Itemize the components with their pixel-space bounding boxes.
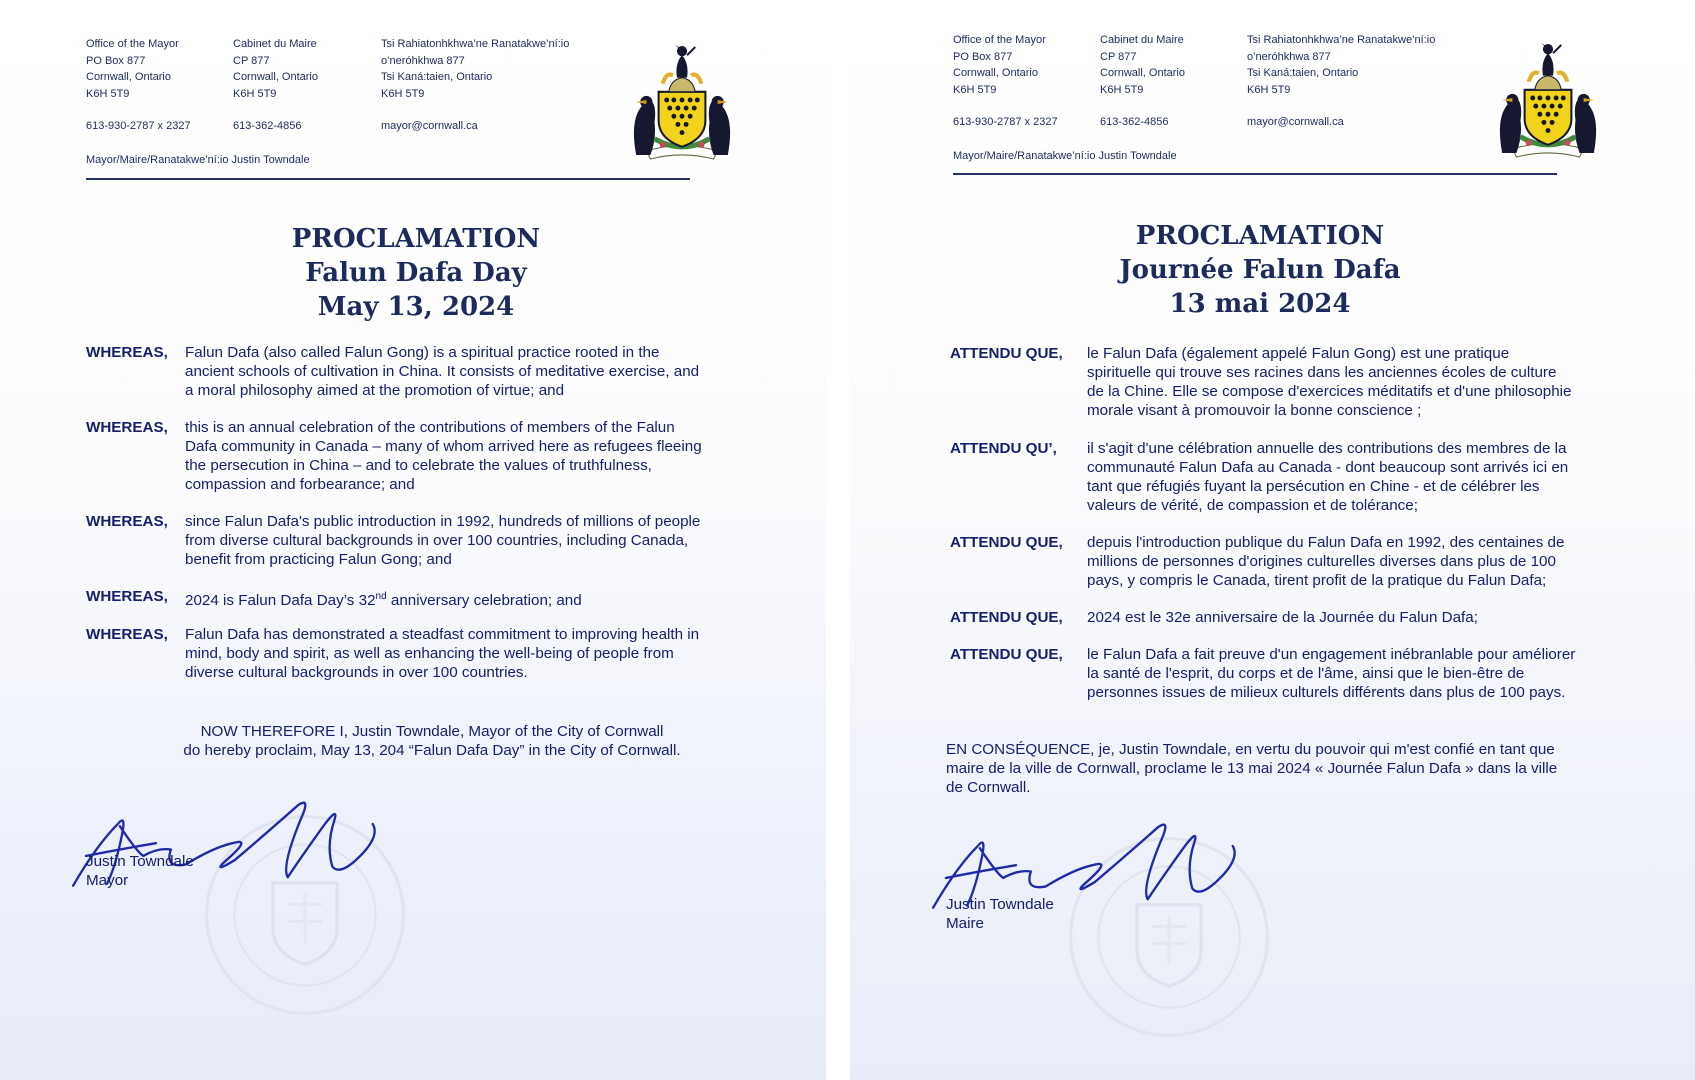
phone-cabinet: 613-362-4856 (233, 120, 302, 132)
letterhead-line: Tsi Kaná:taien, Ontario (1247, 67, 1359, 80)
conclusion-line: EN CONSÉQUENCE, je, Justin Towndale, en vertu du pouvoir qui m'est confié en tant que (946, 741, 1555, 758)
phone-mayor: 613-930-2787 x 2327 (953, 116, 1058, 128)
clause-line (185, 587, 582, 610)
letterhead-line: Tsi Kaná:taien, Ontario (381, 71, 493, 84)
clause-line: spirituelle qui trouve ses racines dans les anciennes écoles de culture (1087, 364, 1557, 381)
letterhead-line: Tsi Rahiatonhkhwa’ne Ranatakwe’ní:io (381, 38, 570, 50)
letterhead-line: K6H 5T9 (381, 87, 425, 100)
attendu-label: ATTENDU QUE, (950, 609, 1063, 626)
mayor-name-line: Mayor/Maire/Ranatakwe’ní:io Justin Towndale (953, 150, 1177, 162)
proclamation-conclusion-fr (946, 740, 1666, 797)
clause-line: pays, y compris le Canada, tirent profit de la pratique du Falun Dafa; (1087, 572, 1547, 589)
letterhead-line: Tsi Rahiatonhkhwa’ne Ranatakwe’ní:io (1247, 34, 1436, 46)
clause-line: the persecution in China – and to celebrate the values of truthfulness, (185, 457, 652, 474)
whereas-clause-2 (86, 418, 786, 498)
letterhead-office-mohawk (1247, 32, 1435, 98)
whereas-label: WHEREAS, (86, 588, 168, 605)
title-line: PROCLAMATION (291, 224, 541, 254)
clause-line: de la Chine. Elle se compose d'exercices méditatifs et d'une philosophie (1087, 383, 1572, 400)
title-line: Journée Falun Dafa (1119, 255, 1401, 285)
letterhead-office-en (953, 32, 1046, 98)
whereas-clause-4 (86, 587, 786, 609)
attendu-label: ATTENDU QUE, (950, 646, 1063, 663)
page-gutter (826, 0, 850, 1080)
clause-line: diverse cultural backgrounds in over 100 countries. (185, 664, 528, 681)
proclamation-page-french (850, 0, 1695, 1080)
clause-line: morale visant à promouvoir la bonne conscience ; (1087, 402, 1422, 419)
email-link[interactable]: mayor@cornwall.ca (1247, 116, 1344, 128)
whereas-label: WHEREAS, (86, 419, 168, 436)
proclamation-title-en (216, 222, 616, 324)
whereas-clause-1 (86, 343, 786, 403)
letterhead-line: Cornwall, Ontario (86, 71, 171, 84)
letterhead-office-mohawk (381, 36, 569, 102)
letterhead-line: Cornwall, Ontario (953, 67, 1038, 80)
title-line: May 13, 2024 (317, 292, 515, 322)
letterhead-line: Cornwall, Ontario (233, 71, 318, 84)
letterhead-line: K6H 5T9 (1247, 83, 1291, 96)
conclusion-line: maire de la ville de Cornwall, proclame le 13 mai 2024 « Journée Falun Dafa » dans la ville (946, 760, 1558, 777)
clause-line: Falun Dafa (also called Falun Gong) is a spiritual practice rooted in the (185, 344, 660, 361)
letterhead-line: Cabinet du Maire (1100, 34, 1184, 46)
attendu-clause-4 (950, 608, 1680, 630)
letterhead-line: o’neróhkhwa 877 (381, 54, 465, 67)
clause-line: mind, body and spirit, as well as enhancing the well-being of people from (185, 645, 674, 662)
clause-line: benefit from practicing Falun Gong; and (185, 551, 452, 568)
conclusion-line: de Cornwall. (946, 779, 1031, 796)
attendu-clause-2 (950, 439, 1680, 519)
city-crest-icon (1492, 38, 1604, 162)
title-line: Falun Dafa Day (305, 258, 527, 288)
clause-line: personnes issues de milieux culturels différents dans plus de 100 pays. (1087, 684, 1566, 701)
clause-line: tant que réfugiés fuyant la persécution en Chine - et de célébrer les (1087, 478, 1540, 495)
signer-title: Mayor (86, 872, 129, 889)
letterhead-line: CP 877 (1100, 50, 1137, 63)
clause-line: le Falun Dafa (également appelé Falun Gong) est une pratique (1087, 345, 1510, 362)
letterhead-office-fr (233, 36, 318, 102)
proclamation-conclusion-en (132, 722, 732, 760)
clause-line: depuis l'introduction publique du Falun Dafa en 1992, des centaines de (1087, 534, 1565, 551)
clause-line: il s'agit d'une célébration annuelle des contributions des membres de la (1087, 440, 1567, 457)
whereas-label: WHEREAS, (86, 344, 168, 361)
phone-mayor: 613-930-2787 x 2327 (86, 120, 191, 132)
clause-line: le Falun Dafa a fait preuve d'un engagement inébranlable pour améliorer (1087, 646, 1576, 663)
attendu-label: ATTENDU QUE, (950, 534, 1063, 551)
letterhead-line: o’neróhkhwa 877 (1247, 50, 1331, 63)
whereas-label: WHEREAS, (86, 513, 168, 530)
attendu-clause-3 (950, 533, 1680, 593)
letterhead-line: PO Box 877 (86, 54, 146, 67)
letterhead-line: CP 877 (233, 54, 270, 67)
attendu-clause-1 (950, 344, 1680, 424)
proclamation-title-fr (1050, 219, 1470, 321)
email-link[interactable]: mayor@cornwall.ca (381, 120, 478, 132)
clause-line: from diverse cultural backgrounds in over 100 countries, including Canada, (185, 532, 689, 549)
ordinal-suffix: nd (375, 591, 387, 602)
letterhead-line: Cabinet du Maire (233, 38, 317, 50)
clause-line: millions de personnes d'origines culturelles diverses dans plus de 100 (1087, 553, 1556, 570)
clause-line: ancient schools of cultivation in China. It consists of meditative exercise, and (185, 363, 700, 380)
attendu-clause-5 (950, 645, 1680, 705)
letterhead-line: K6H 5T9 (86, 87, 130, 100)
signer-name: Justin Towndale (86, 853, 194, 870)
clause-line: 2024 est le 32e anniversaire de la Journée du Falun Dafa; (1087, 609, 1478, 626)
letterhead-line: Office of the Mayor (953, 34, 1046, 46)
city-crest-icon (626, 40, 738, 164)
letterhead-line: Office of the Mayor (86, 38, 179, 50)
title-line: PROCLAMATION (1135, 221, 1385, 251)
letterhead-line: PO Box 877 (953, 50, 1013, 63)
anniversary-text: anniversary celebration; and (386, 592, 582, 610)
whereas-clause-5 (86, 625, 786, 685)
clause-line: a moral philosophy aimed at the promotion of virtue; and (185, 382, 565, 399)
letterhead-line: Cornwall, Ontario (1100, 67, 1185, 80)
whereas-clause-3 (86, 512, 786, 572)
clause-line: Dafa community in Canada – many of whom arrived here as refugees fleeing (185, 438, 702, 455)
attendu-label: ATTENDU QU’, (950, 440, 1057, 457)
whereas-label: WHEREAS, (86, 626, 168, 643)
clause-line: communauté Falun Dafa au Canada - dont beaucoup sont arrivés ici en (1087, 459, 1569, 476)
letterhead-line: K6H 5T9 (233, 87, 277, 100)
letterhead-divider (86, 178, 690, 180)
title-line: 13 mai 2024 (1169, 289, 1351, 319)
clause-line: valeurs de vérité, de compassion et de tolérance; (1087, 497, 1418, 514)
mayor-name-line: Mayor/Maire/Ranatakwe’ní:io Justin Towndale (86, 154, 310, 166)
clause-line: since Falun Dafa's public introduction in 1992, hundreds of millions of people (185, 513, 701, 530)
conclusion-line: NOW THEREFORE I, Justin Towndale, Mayor of the City of Cornwall (200, 723, 664, 740)
letterhead-line: K6H 5T9 (1100, 83, 1144, 96)
proclamation-page-english (0, 0, 826, 1080)
clause-line: this is an annual celebration of the contributions of members of the Falun (185, 419, 675, 436)
phone-cabinet: 613-362-4856 (1100, 116, 1169, 128)
clause-line: Falun Dafa has demonstrated a steadfast commitment to improving health in (185, 626, 700, 643)
letterhead-line: K6H 5T9 (953, 83, 997, 96)
anniversary-text: 2024 is Falun Dafa Day’s 32 (185, 592, 376, 610)
clause-line: la santé de l'esprit, du corps et de l'âme, ainsi que le bien-être de (1087, 665, 1525, 682)
letterhead-office-en (86, 36, 179, 102)
signer-name: Justin Towndale (946, 896, 1054, 913)
signer-title: Maire (946, 915, 984, 932)
letterhead-divider (953, 173, 1557, 175)
conclusion-line: do hereby proclaim, May 13, 204 “Falun Dafa Day” in the City of Cornwall. (183, 742, 681, 759)
clause-line: compassion and forbearance; and (185, 476, 415, 493)
letterhead-office-fr (1100, 32, 1185, 98)
attendu-label: ATTENDU QUE, (950, 345, 1063, 362)
